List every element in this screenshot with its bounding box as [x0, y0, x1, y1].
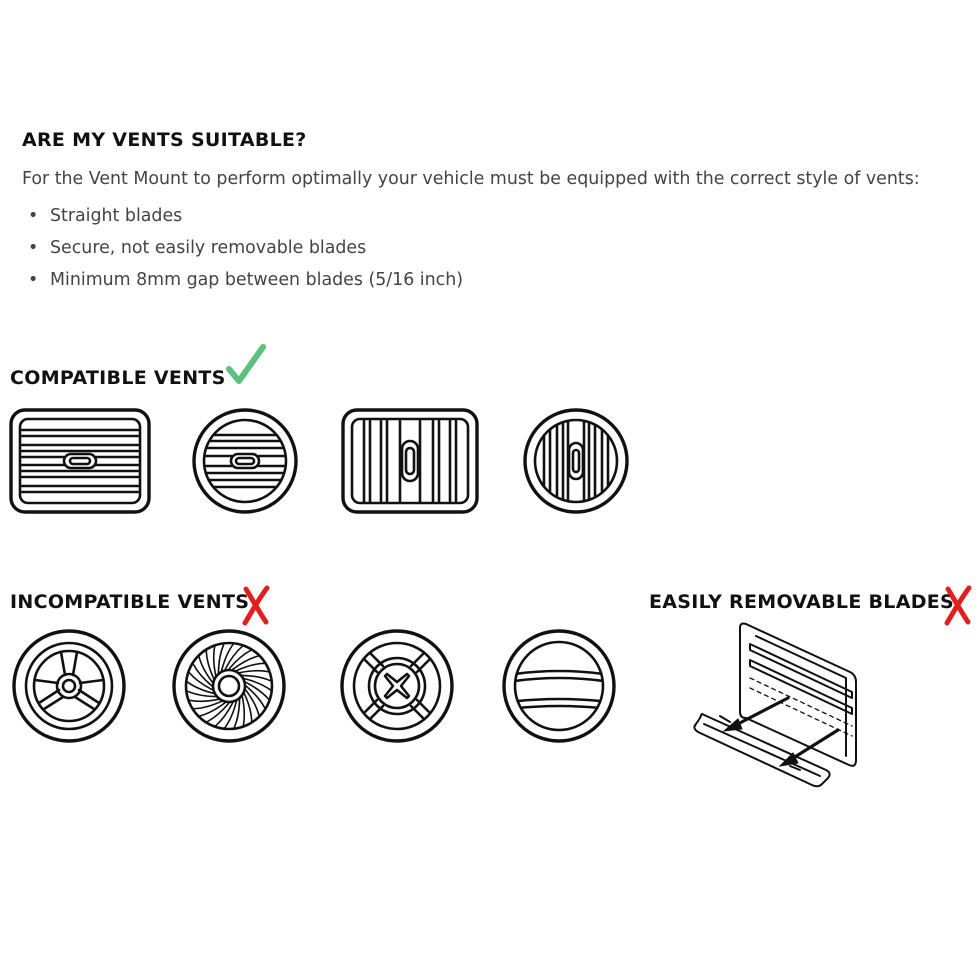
turbine-blade [190, 699, 219, 701]
bullet-icon: • [28, 206, 39, 226]
compatible-heading: COMPATIBLE VENTS [10, 367, 226, 389]
round-horizontal-vent-icon [191, 407, 299, 515]
page-title: ARE MY VENTS SUITABLE? [22, 129, 307, 151]
rect-vertical-vent-icon [340, 407, 480, 515]
spoked-round-vent-icon [11, 628, 127, 744]
red-cross-icon [240, 585, 272, 625]
list-item: • Straight blades [22, 204, 463, 236]
removable-blades-icon [690, 618, 865, 793]
requirements-list [22, 204, 463, 300]
removable-heading: EASILY REMOVABLE BLADES [649, 591, 955, 613]
red-cross-icon [942, 585, 974, 625]
turbine-blade [214, 647, 216, 676]
rect-horizontal-vent-icon [8, 407, 152, 515]
x-cross-round-vent-icon [339, 628, 455, 744]
intro-text: For the Vent Mount to perform optimally your vehicle must be equipped with the correct style of vents: [22, 169, 920, 189]
bullet-icon: • [28, 238, 39, 258]
round-vertical-vent-icon [522, 407, 630, 515]
curved-blade-round-vent-icon [501, 628, 617, 744]
turbine-blade [242, 697, 244, 726]
list-item: • Secure, not easily removable blades [22, 236, 463, 268]
turbine-round-vent-icon [171, 628, 287, 744]
turbine-blade [240, 671, 269, 673]
incompatible-heading: INCOMPATIBLE VENTS [10, 591, 250, 613]
green-check-icon [224, 343, 268, 387]
bullet-icon: • [28, 270, 39, 290]
list-item: • Minimum 8mm gap between blades (5/16 inch) [22, 268, 463, 300]
